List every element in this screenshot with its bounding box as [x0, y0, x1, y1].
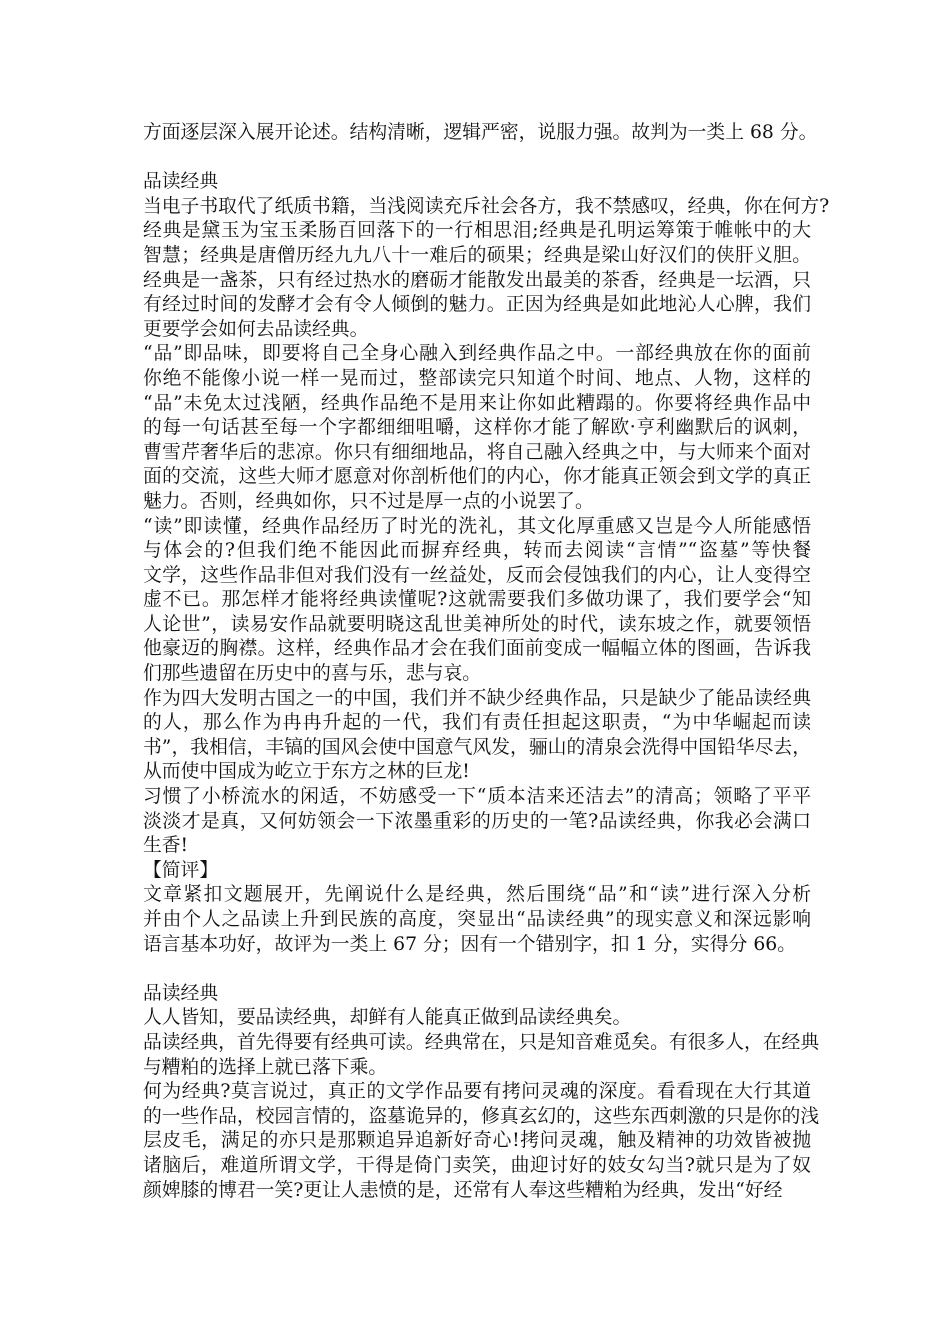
text-line: 的人，那么作为冉冉升起的一代，我们有责任担起这职责，“为中华崛起而读: [143, 712, 811, 734]
text-line: 当电子书取代了纸质书籍，当浅阅读充斥社会各方，我不禁感叹，经典，你在何方?: [143, 195, 830, 217]
text-line: 淡淡才是真，又何妨领会一下浓墨重彩的历史的一笔?品读经典，你我必会满口: [143, 810, 811, 832]
text-line: “品”未免太过浅陋，经典作品绝不是用来让你如此糟蹋的。你要将经典作品中: [143, 392, 811, 414]
text-line: 【简评】: [143, 859, 219, 881]
review-heading-2: [143, 859, 811, 884]
essay-2-para-1: [143, 195, 830, 343]
review-2: [143, 883, 811, 957]
text-line: 智慧；经典是唐僧历经九九八十一难后的硕果；经典是梁山好汉们的侠肝义胆。: [143, 244, 811, 266]
text-line: 品读经典: [143, 171, 219, 193]
text-line: 曹雪芹奢华后的悲凉。你只有细细地品，将自己融入经典之中，与大师来个面对: [143, 441, 811, 463]
text-line: 品读经典，首先得要有经典可读。经典常在，只是知音难觅矣。有很多人，在经典: [143, 1031, 820, 1053]
text-line: 生香!: [143, 835, 189, 857]
text-line: 他豪迈的胸襟。这样，经典作品才会在我们面前变成一幅幅立体的图画，告诉我: [143, 638, 811, 660]
text-line: 习惯了小桥流水的闲适，不妨感受一下“质本洁来还洁去”的清高；领略了平平: [143, 786, 811, 808]
text-line: 虚不已。那怎样才能将经典读懂呢?这就需要我们多做功课了，我们要学会“知: [143, 589, 811, 611]
text-line: “读”即读懂，经典作品经历了时光的洗礼，其文化厚重感又岂是今人所能感悟: [143, 515, 811, 537]
text-line: 经典是黛玉为宝玉柔肠百回落下的一行相思泪;经典是孔明运筹策于帷帐中的大: [143, 220, 811, 242]
essay-2-para-4: [143, 687, 811, 785]
text-line: 们那些遗留在历史中的喜与乐，悲与哀。: [143, 663, 482, 685]
text-line: 方面逐层深入展开论述。结构清晰，逻辑严密，说服力强。故判为一类上 68 分。: [143, 122, 818, 143]
text-line: 诸脑后，难道所谓文学，干得是倚门卖笑，曲迎讨好的妓女勾当?就只是为了奴: [143, 1154, 811, 1176]
text-line: 文章紧扣文题展开，先阐说什么是经典，然后围绕“品”和“读”进行深入分析: [143, 884, 811, 906]
text-line: 有经过时间的发酵才会有令人倾倒的魅力。正因为经典是如此地沁人心脾，我们: [143, 294, 811, 316]
essay-title-2: [143, 170, 811, 195]
text-line: 与体会的?但我们绝不能因此而摒弃经典，转而去阅读“言情”“盗墓”等快餐: [143, 540, 811, 562]
text-line: 并由个人之品读上升到民族的高度，突显出“品读经典”的现实意义和深远影响: [143, 909, 811, 930]
text-line: 从而使中国成为屹立于东方之林的巨龙!: [143, 761, 470, 783]
text-line: 层皮毛，满足的亦只是那颗追异追新好奇心!拷问灵魂，触及精神的功效皆被抛: [143, 1130, 811, 1152]
text-line: 人论世”，读易安作品就要明晓这乱世美神所处的时代，读东坡之作，就要领悟: [143, 613, 811, 635]
essay-title-3: [143, 982, 811, 1007]
text-line: “品”即品味，即要将自己全身心融入到经典作品之中。一部经典放在你的面前: [143, 343, 811, 365]
text-line: 作为四大发明古国之一的中国，我们并不缺少经典作品，只是缺少了能品读经典: [143, 687, 811, 709]
text-line: 的一些作品，校园言情的，盗墓诡异的，修真玄幻的，这些东西刺激的只是你的浅: [143, 1105, 820, 1127]
text-line: 更要学会如何去品读经典。: [143, 318, 369, 340]
document-text: [143, 121, 830, 1203]
text-line: 语言基本功好，故评为一类上 67 分；因有一个错别字，扣 1 分，实得分 66。: [143, 933, 797, 955]
text-line: 何为经典?莫言说过，真正的文学作品要有拷问灵魂的深度。看看现在大行其道: [143, 1081, 811, 1103]
essay-3-para-3: [143, 1080, 820, 1203]
text-line: 人人皆知，要品读经典，却鲜有人能真正做到品读经典矣。: [143, 1007, 632, 1029]
text-line: 魅力。否则，经典如你，只不过是厚一点的小说罢了。: [143, 490, 594, 512]
text-line: 你绝不能像小说一样一晃而过，整部读完只知道个时间、地点、人物，这样的: [143, 367, 811, 389]
paragraph-gap: [143, 146, 811, 171]
text-line: 经典是一盏茶，只有经过热水的磨砺才能散发出最美的茶香，经典是一坛酒，只: [143, 269, 811, 291]
text-line: 的每一句话甚至每一个字都细细咀嚼，这样你才能了解欧·亨利幽默后的讽刺，: [143, 417, 811, 439]
essay-2-para-2: [143, 342, 811, 514]
text-line: 与糟粕的选择上就已落下乘。: [143, 1056, 388, 1078]
essay-2-para-5: [143, 785, 811, 859]
essay-3-para-1: [143, 1006, 811, 1031]
text-line: 品读经典: [143, 982, 219, 1004]
text-line: 颜婢膝的博君一笑?更让人恚愤的是，还常有人奉这些糟粕为经典，发出“好经: [143, 1179, 783, 1201]
essay-3-para-2: [143, 1031, 820, 1080]
text-line: 文学，这些作品非但对我们没有一丝益处，反而会侵蚀我们的内心，让人变得空: [143, 564, 811, 586]
essay-2-para-3: [143, 515, 811, 687]
text-line: 书”，我相信，丰镐的国风会使中国意气风发，骊山的清泉会洗得中国铅华尽去，: [143, 736, 811, 758]
paragraph-gap: [143, 957, 811, 982]
intro-tail: [143, 121, 818, 146]
text-line: 面的交流，这些大师才愿意对你剖析他们的内心，你才能真正领会到文学的真正: [143, 466, 811, 488]
